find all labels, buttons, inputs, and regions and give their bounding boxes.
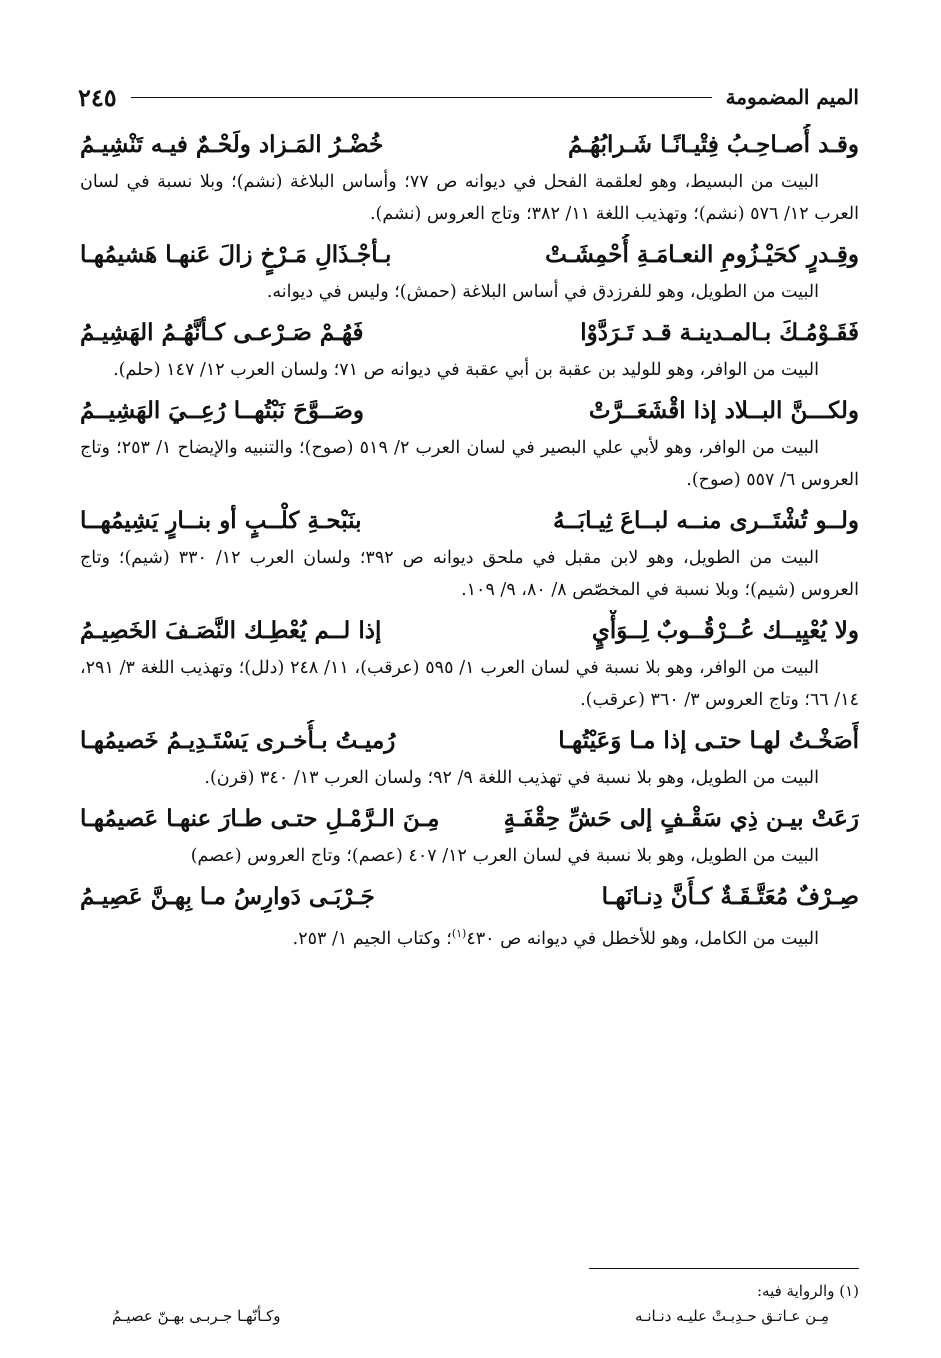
- first-hemistich: صِـرْفٌ مُعَتَّـقَـةٌ كـأَنَّ دِنـانَهـا: [601, 883, 859, 910]
- running-header: [78, 80, 859, 114]
- entry-5: [80, 500, 859, 606]
- header-rule: [131, 97, 712, 98]
- verse: [80, 234, 859, 276]
- second-hemistich: إذا لــم يُعْطِـك النَّصَـفَ الخَصِيـمُ: [80, 617, 382, 644]
- verse: [80, 312, 859, 354]
- verse: [80, 876, 859, 918]
- second-hemistich: مِـنَ الـرَّمْـلِ حتـى طـارَ عنهـا عَصيمُهـا: [80, 805, 440, 832]
- page-content: [80, 124, 859, 959]
- commentary-text: البيت من الكامل، وهو للأخطل في ديوانه ص ٤٣٠: [466, 928, 819, 949]
- second-hemistich: جَـرْبَـى دَوارِسُ مـا بِهـنَّ عَصِيـمُ: [80, 883, 375, 910]
- second-hemistich: رُميـتُ بـأُخـرى يَسْتَـدِيـمُ خَصيمُهـا: [80, 727, 396, 754]
- first-hemistich: وقـد أُصـاحِـبُ فِتْيـانًـا شَـرابُهُـمُ: [567, 131, 859, 158]
- verse-commentary: [80, 918, 859, 955]
- commentary-text-continued: ؛ وكتاب الجيم ١/ ٢٥٣.: [292, 928, 452, 949]
- verse-commentary: البيت من الوافر، وهو لأبي علي البصير في لسان العرب ٢/ ٥١٩ (صوح)؛ والتنبيه والإيضاح ١/ ٢٥٣؛ وتاج العروس ٦/ ٥٥٧ (صوح).: [80, 438, 859, 490]
- verse-commentary: البيت من الطويل، وهو لابن مقبل في ملحق ديوانه ص ٣٩٢؛ ولسان العرب ١٢/ ٣٣٠ (شيم)؛ وتاج العروس (شيم)؛ وبلا نسبة في المخصّص ٨/ ٨٠، ٩/ ١٠٩.: [80, 548, 859, 600]
- second-hemistich: خُضْـرُ المَـزاد ولَحْـمٌ فيـه تَنْشِيـمُ: [80, 131, 384, 158]
- entry-8: [80, 798, 859, 872]
- footnote-label: (١) والرواية فيه:: [757, 1282, 859, 1300]
- entry-6: [80, 610, 859, 716]
- entry-1: [80, 124, 859, 230]
- first-hemistich: فَقَـوْمُـكَ بـالمـدينـة قـد تَـرَدَّوْا: [580, 319, 859, 346]
- second-hemistich: فَهُـمْ صَـرْعـى كـأنَّهُـمُ الهَشِيـمُ: [80, 319, 364, 346]
- verse: [80, 500, 859, 542]
- footnote-verse: [82, 1303, 859, 1329]
- first-hemistich: وقِـدرٍ كحَيْـزُومِ النعـامَـةِ أُحْمِشَـتْ: [545, 241, 859, 268]
- first-hemistich: أَصَخْـتُ لهـا حتـى إذا مـا وَعَيْتُهـا: [558, 727, 859, 754]
- entry-3: [80, 312, 859, 386]
- footnotes: [82, 1268, 859, 1329]
- footnote-second-hemistich: وكـأنّهـا جـربـى بهـنّ عصيـمُ: [112, 1307, 281, 1325]
- verse: [80, 610, 859, 652]
- footnote-rule: [589, 1268, 859, 1269]
- page-number: ٢٤٥: [78, 82, 117, 112]
- entry-4: [80, 390, 859, 496]
- first-hemistich: ولا يُعْيِيــك عُــرْقُــوبٌ لِــوَأْيٍ: [591, 617, 859, 644]
- verse: [80, 390, 859, 432]
- verse: [80, 124, 859, 166]
- verse: [80, 798, 859, 840]
- footnote-reference: (١): [451, 927, 467, 940]
- first-hemistich: ولــو تُشْتَــرى منــه لبــاعَ ثِيـابَــهُ: [552, 507, 859, 534]
- verse-commentary: البيت من الوافر، وهو للوليد بن عقبة بن أبي عقبة في ديوانه ص ٧١؛ ولسان العرب ١٢/ ١٤٧ (حلم).: [113, 360, 819, 380]
- verse: [80, 720, 859, 762]
- first-hemistich: رَعَتْ بيـن ذِي سَقْـفٍ إلى حَشِّ حِقْفَـةٍ: [503, 805, 859, 832]
- second-hemistich: بـأجْـذَالِ مَـرْخٍ زالَ عَنهـا هَشيمُهـا: [80, 241, 392, 268]
- second-hemistich: وصَــوَّحَ نَبْتُهــا رُعِــيَ الهَشِيــمُ: [80, 397, 364, 424]
- entry-9: [80, 876, 859, 955]
- entry-2: [80, 234, 859, 308]
- verse-commentary: البيت من الطويل، وهو بلا نسبة في تهذيب اللغة ٩/ ٩٢؛ ولسان العرب ١٣/ ٣٤٠ (قرن).: [204, 768, 819, 788]
- chapter-title: الميم المضمومة: [725, 85, 859, 109]
- verse-commentary: البيت من الوافر، وهو بلا نسبة في لسان العرب ١/ ٥٩٥ (عرقب)، ١١/ ٢٤٨ (دلل)؛ وتهذيب اللغة ٣/ ٢٩١، ١٤/ ٦٦؛ وتاج العروس ٣/ ٣٦٠ (عرقب).: [80, 658, 859, 710]
- verse-commentary: البيت من البسيط، وهو لعلقمة الفحل في ديوانه ص ٧٧؛ وأساس البلاغة (نشم)؛ وبلا نسبة في لسان العرب ١٢/ ٥٧٦ (نشم)؛ وتهذيب اللغة ١١/ ٣٨٢؛ وتاج العروس (نشم).: [80, 172, 859, 224]
- verse-commentary: البيت من الطويل، وهو بلا نسبة في لسان العرب ١٢/ ٤٠٧ (عصم)؛ وتاج العروس (عصم): [190, 846, 819, 866]
- second-hemistich: بنَبْحـةِ كلْــبٍ أو بنــارٍ يَشِيمُهــا: [80, 507, 362, 534]
- verse-commentary: البيت من الطويل، وهو للفرزدق في أساس البلاغة (حمش)؛ وليس في ديوانه.: [266, 282, 819, 302]
- first-hemistich: ولكـــنَّ البــلاد إذا اقْشَعَــرَّتْ: [588, 397, 859, 424]
- footnote-first-hemistich: مِـن عـاتـق حـدِبـتْ عليـه دنـانـه: [634, 1307, 829, 1325]
- entry-7: [80, 720, 859, 794]
